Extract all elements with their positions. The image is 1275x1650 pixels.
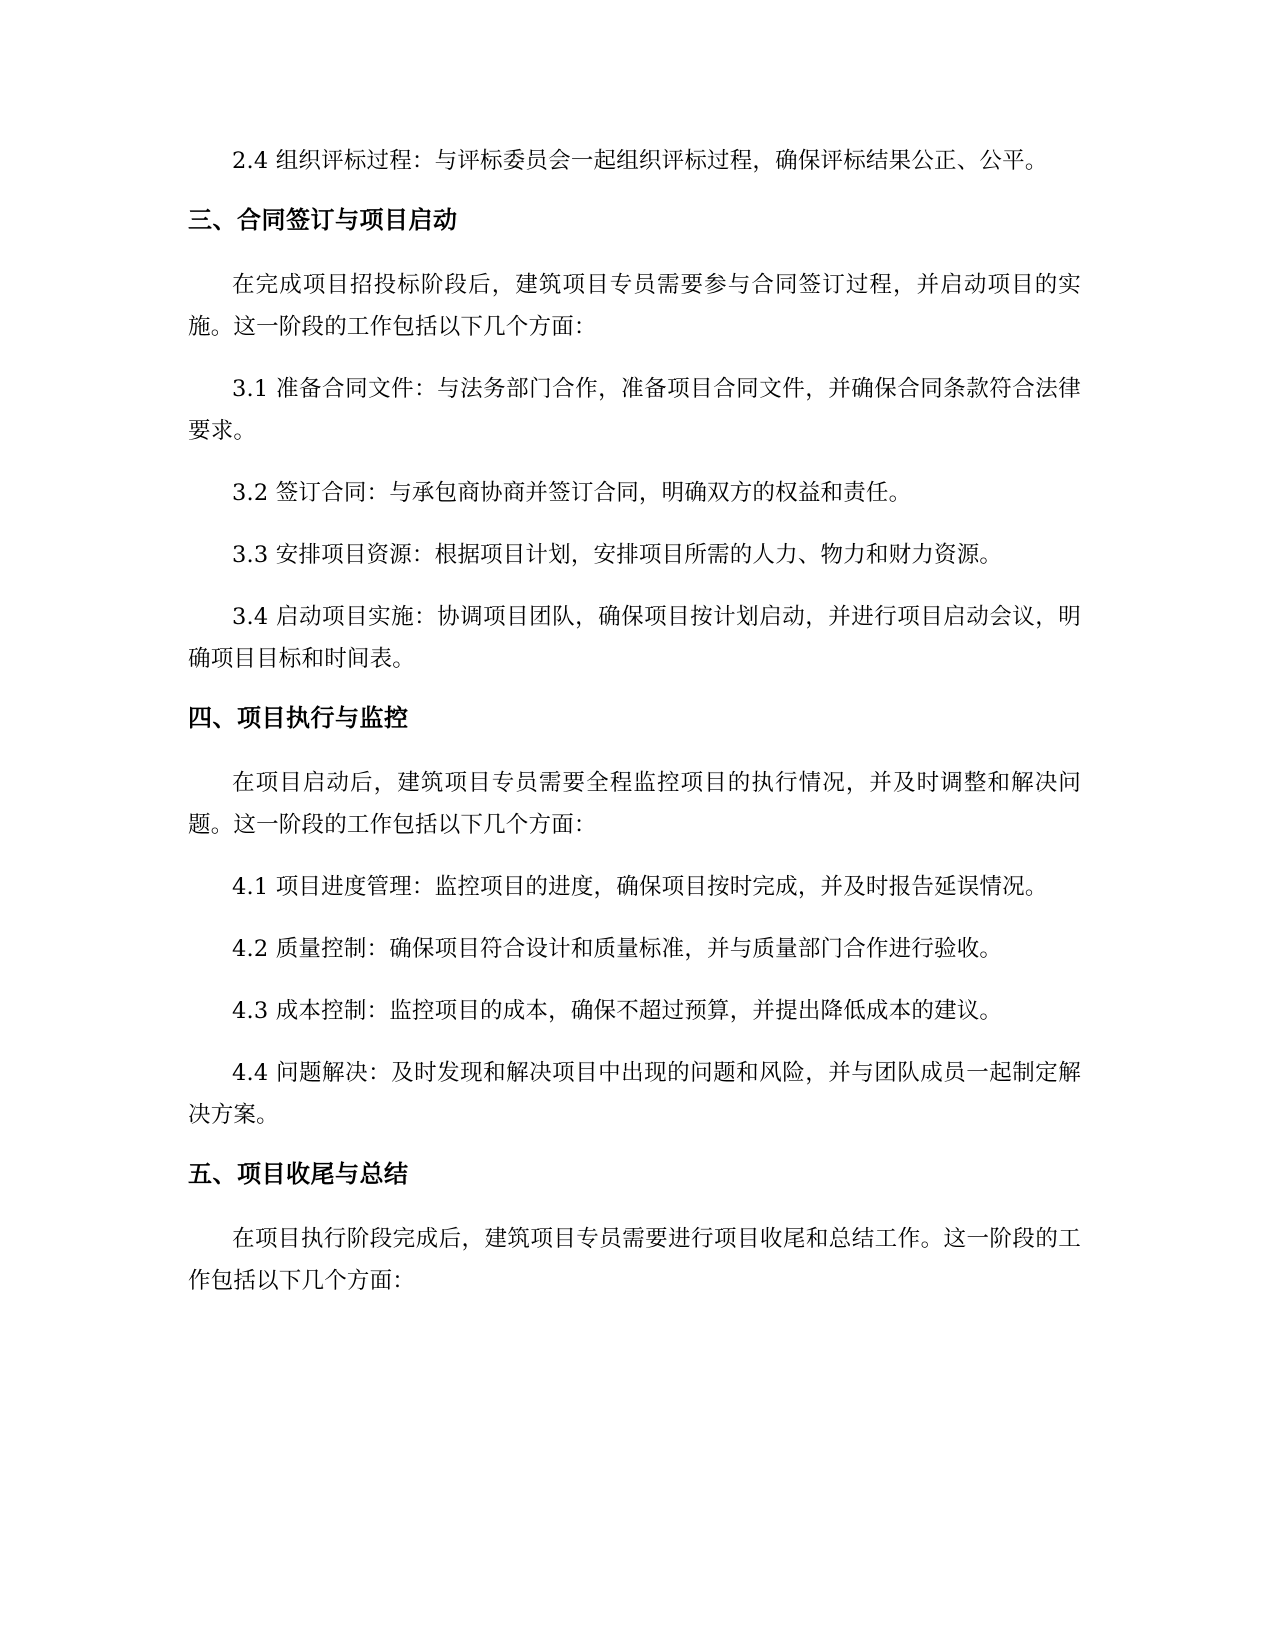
paragraph-4-4-problem-solving: 4.4 问题解决：及时发现和解决项目中出现的问题和风险，并与团队成员一起制定解决方案。 xyxy=(188,1060,1081,1128)
paragraph-section-3-intro: 在完成项目招投标阶段后，建筑项目专员需要参与合同签订过程，并启动项目的实施。这一阶段的工作包括以下几个方面： xyxy=(188,272,1081,340)
paragraph-4-1-schedule-management: 4.1 项目进度管理：监控项目的进度，确保项目按时完成，并及时报告延误情况。 xyxy=(232,874,1048,900)
paragraph-4-3-cost-control: 4.3 成本控制：监控项目的成本，确保不超过预算，并提出降低成本的建议。 xyxy=(232,998,1003,1024)
heading-section-3: 三、合同签订与项目启动 xyxy=(188,206,458,234)
heading-section-4: 四、项目执行与监控 xyxy=(188,704,409,732)
paragraph-section-5-intro: 在项目执行阶段完成后，建筑项目专员需要进行项目收尾和总结工作。这一阶段的工作包括以下几个方面： xyxy=(188,1226,1081,1294)
paragraph-section-4-intro: 在项目启动后，建筑项目专员需要全程监控项目的执行情况，并及时调整和解决问题。这一阶段的工作包括以下几个方面： xyxy=(188,770,1081,838)
heading-section-5: 五、项目收尾与总结 xyxy=(188,1160,409,1188)
paragraph-3-1-contract-documents: 3.1 准备合同文件：与法务部门合作，准备项目合同文件，并确保合同条款符合法律要求。 xyxy=(188,376,1081,444)
paragraph-3-3-arrange-resources: 3.3 安排项目资源：根据项目计划，安排项目所需的人力、物力和财力资源。 xyxy=(232,542,1003,568)
paragraph-3-2-sign-contract: 3.2 签订合同：与承包商协商并签订合同，明确双方的权益和责任。 xyxy=(232,480,912,506)
paragraph-4-2-quality-control: 4.2 质量控制：确保项目符合设计和质量标准，并与质量部门合作进行验收。 xyxy=(232,936,1003,962)
paragraph-2-4-bid-evaluation: 2.4 组织评标过程：与评标委员会一起组织评标过程，确保评标结果公正、公平。 xyxy=(232,148,1048,174)
document-body xyxy=(188,140,1081,1322)
paragraph-3-4-start-implementation: 3.4 启动项目实施：协调项目团队，确保项目按计划启动，并进行项目启动会议，明确项目目标和时间表。 xyxy=(188,604,1081,672)
